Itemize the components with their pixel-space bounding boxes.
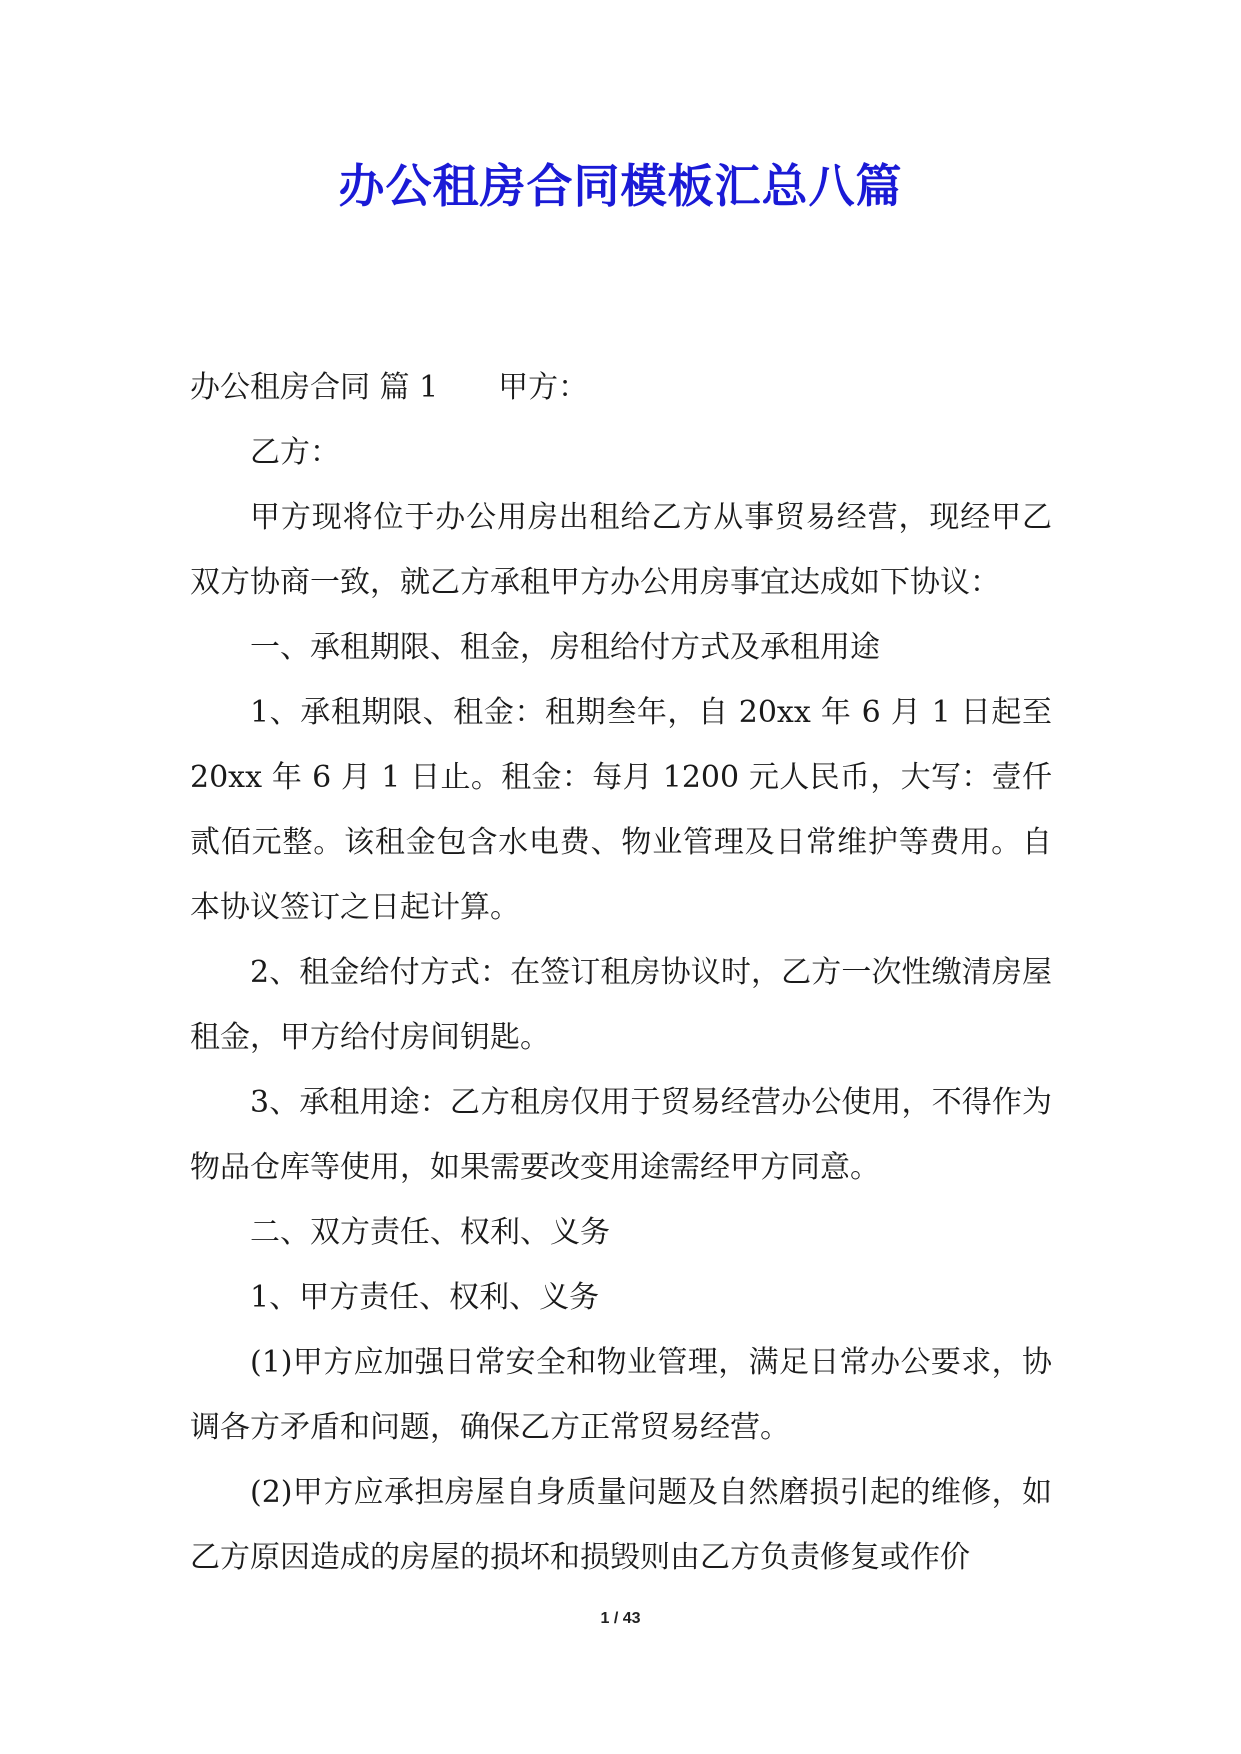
paragraph: 甲方现将位于办公用房出租给乙方从事贸易经营，现经甲乙双方协商一致，就乙方承租甲方办公用房事宜达成如下协议： xyxy=(190,500,1052,600)
paragraph: 乙方： xyxy=(250,435,340,470)
document-title: 办公租房合同模板汇总八篇 xyxy=(338,159,903,213)
subsection-heading: 1、甲方责任、权利、义务 xyxy=(250,1280,600,1315)
section-heading: 二、双方责任、权利、义务 xyxy=(250,1215,610,1250)
party-a-label: 甲方： xyxy=(498,370,589,405)
first-line xyxy=(190,355,1052,420)
section-heading: 一、承租期限、租金，房租给付方式及承租用途 xyxy=(250,630,880,665)
page-number: 1 / 43 xyxy=(600,1610,641,1627)
paragraph: 2、租金给付方式：在签订租房协议时，乙方一次性缴清房屋租金，甲方给付房间钥匙。 xyxy=(190,955,1052,1055)
paragraph: 1、承租期限、租金：租期叁年，自 20xx 年 6 月 1 日起至 20xx 年 6 月 1 日止。租金：每月 1200 元人民币，大写：壹仟贰佰元整。该租金包含水电费、物业管理及日常维护等费用。自本协议签订之日起计算。 xyxy=(190,695,1052,925)
contract-name: 办公租房合同 xyxy=(190,370,370,405)
paragraph: (1)甲方应加强日常安全和物业管理，满足日常办公要求，协调各方矛盾和问题，确保乙方正常贸易经营。 xyxy=(190,1345,1052,1445)
contract-number: 篇 1 xyxy=(379,370,439,405)
document-body xyxy=(190,355,1052,1590)
paragraph: 3、承租用途：乙方租房仅用于贸易经营办公使用，不得作为物品仓库等使用，如果需要改变用途需经甲方同意。 xyxy=(190,1085,1052,1185)
paragraph: (2)甲方应承担房屋自身质量问题及自然磨损引起的维修，如乙方原因造成的房屋的损坏和损毁则由乙方负责修复或作价 xyxy=(190,1475,1052,1575)
